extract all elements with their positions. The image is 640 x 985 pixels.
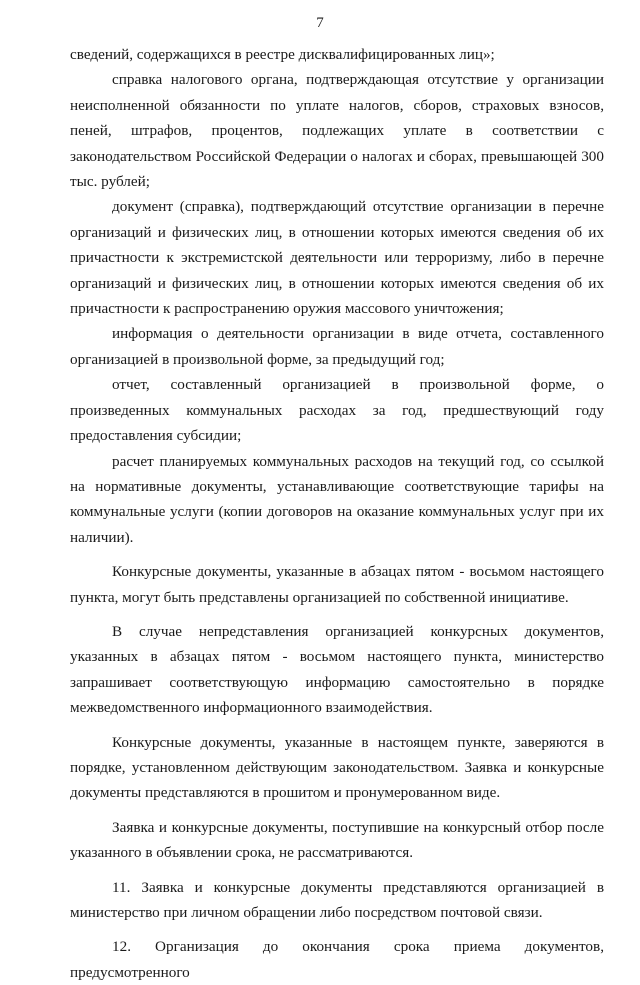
paragraph: Конкурсные документы, указанные в настоящем пункте, заверяются в порядке, установленном действующим законодательством. Заявка и конкурсные документы представляются в прошитом и пронумерованном виде. — [70, 733, 604, 802]
paragraph: Заявка и конкурсные документы, поступившие на конкурсный отбор после указанного в объявлении срока, не рассматриваются. — [70, 818, 604, 862]
body-text — [70, 42, 604, 985]
paragraph: В случае непредставления организацией конкурсных документов, указанных в абзацах пятом - восьмом настоящего пункта, министерство запрашивает соответствующую информацию самостоятельно в порядке межведомственного информационного взаимодействия. — [70, 622, 604, 717]
paragraph: сведений, содержащихся в реестре дисквалифицированных лиц»; — [70, 46, 495, 63]
paragraph: документ (справка), подтверждающий отсутствие организации в перечне организаций и физических лиц, в отношении которых имеются сведения об их причастности к экстремистской деятельности или терроризму, либо в перечне организаций и физических лиц, в отношении которых имеются сведения об их причастности к распространению оружия массового уничтожения; — [70, 198, 604, 318]
paragraph: справка налогового органа, подтверждающая отсутствие у организации неисполненной обязанности по уплате налогов, сборов, страховых взносов, пеней, штрафов, процентов, подлежащих уплате в соответствии с законодательством Российской Федерации о налогах и сборах, превышающей 300 тыс. рублей; — [70, 71, 604, 191]
paragraph: расчет планируемых коммунальных расходов на текущий год, со ссылкой на нормативные документы, устанавливающие соответствующие тарифы на коммунальные услуги (копии договоров на оказание коммунальных услуг при их наличии). — [70, 452, 604, 546]
paragraph: Конкурсные документы, указанные в абзацах пятом - восьмом настоящего пункта, могут быть представлены организацией по собственной инициативе. — [70, 563, 604, 606]
paragraph: 12. Организация до окончания срока приема документов, предусмотренного — [70, 938, 604, 981]
page-number: 7 — [316, 15, 324, 31]
paragraph: информация о деятельности организации в виде отчета, составленного организацией в произвольной форме, за предыдущий год; — [70, 325, 604, 368]
paragraph: 11. Заявка и конкурсные документы представляются организацией в министерство при личном обращении либо посредством почтовой связи. — [70, 878, 604, 921]
paragraph: отчет, составленный организацией в произвольной форме, о произведенных коммунальных расходах за год, предшествующий году предоставления субсидии; — [70, 376, 604, 445]
